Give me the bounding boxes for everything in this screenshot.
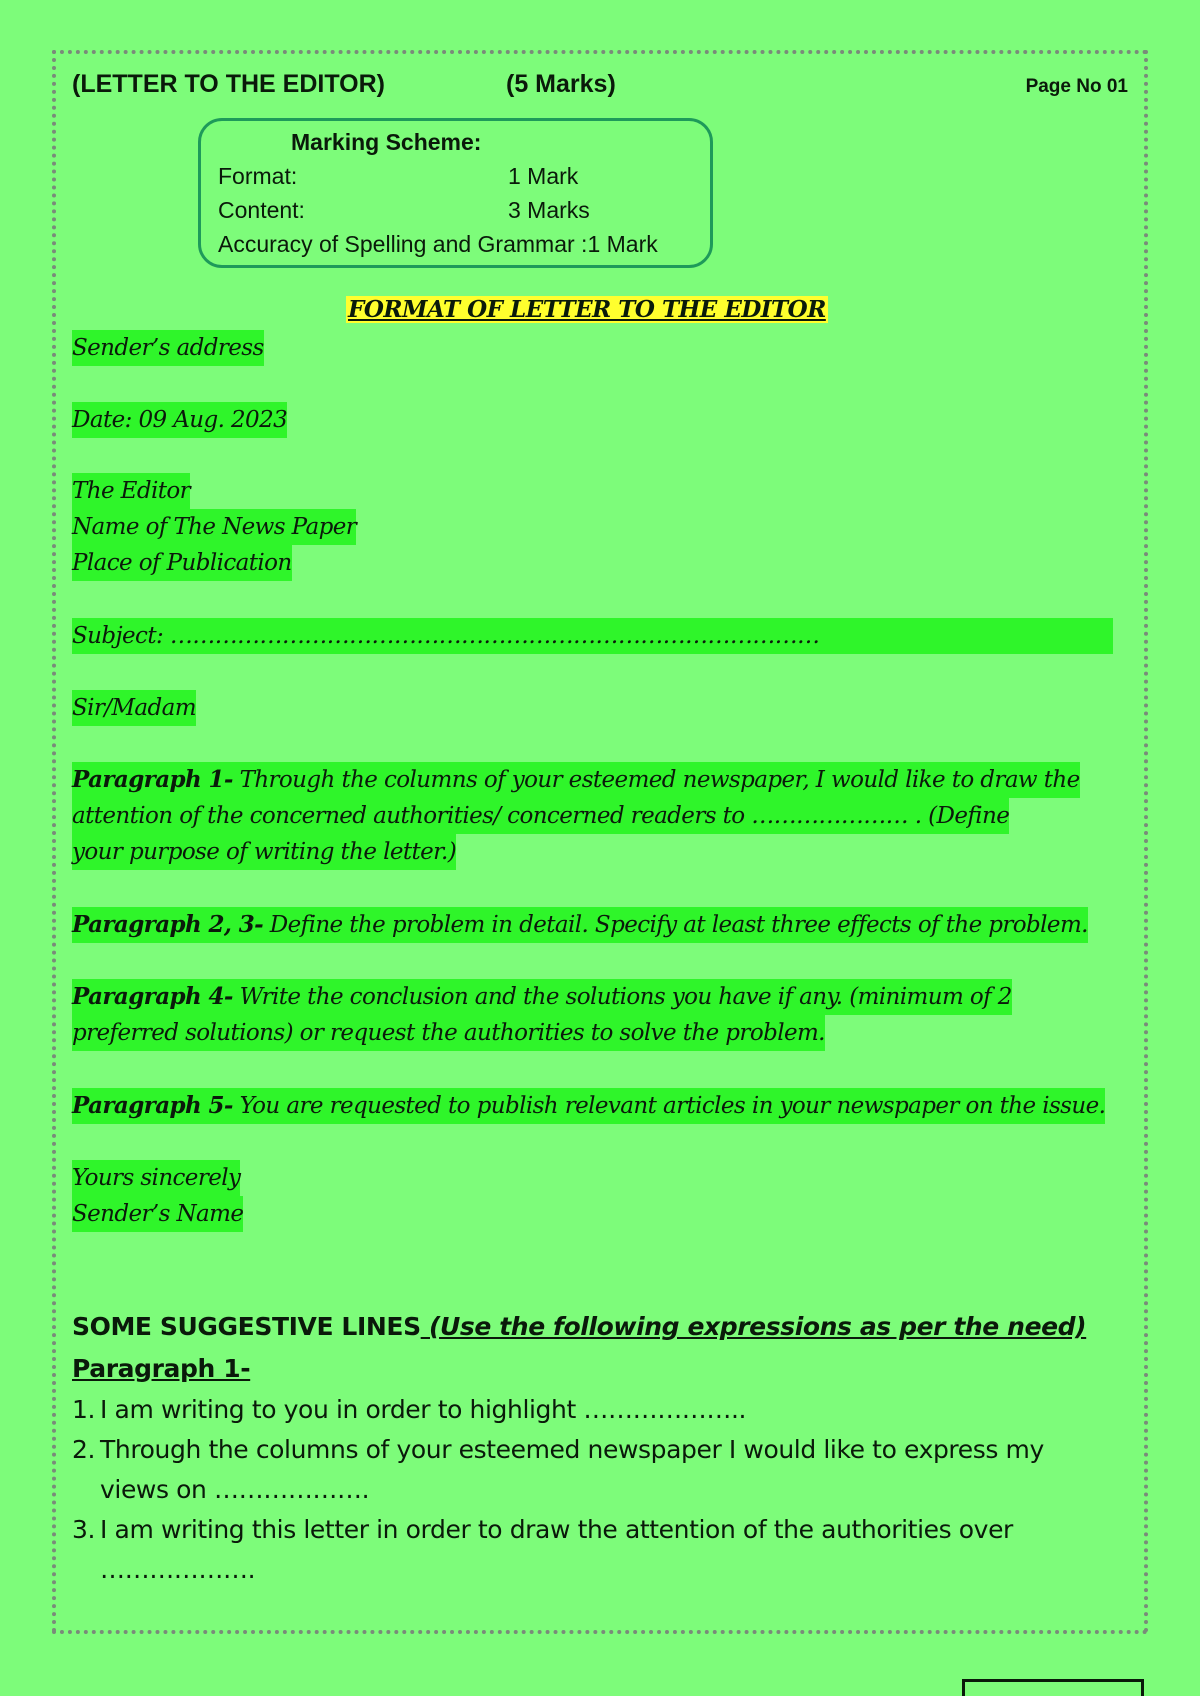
paragraph-text: Write the conclusion and the solutions you have if any. (minimum of 2 bbox=[232, 984, 1012, 1010]
paragraph-label: Paragraph 2, 3- bbox=[72, 911, 264, 938]
paragraph-1-line: attention of the concerned authorities/ concerned readers to ………………… . (Define bbox=[72, 798, 1009, 834]
scheme-value: 1 Mark bbox=[508, 163, 579, 189]
paragraph-1-line bbox=[72, 762, 1080, 798]
marks-label: (5 Marks) bbox=[506, 70, 616, 98]
sender-name: Sender’s Name bbox=[72, 1196, 243, 1232]
marking-scheme-title: Marking Scheme: bbox=[291, 129, 482, 155]
sender-address: Sender’s address bbox=[72, 330, 264, 366]
recipient-editor: The Editor bbox=[72, 473, 190, 509]
suggestions-note: (Use the following expressions as per the need) bbox=[420, 1312, 1087, 1341]
document-title: (LETTER TO THE EDITOR) bbox=[72, 70, 385, 98]
paragraph-label: Paragraph 1- bbox=[72, 766, 233, 793]
format-heading: FORMAT OF LETTER TO THE EDITOR bbox=[348, 296, 826, 323]
list-text-continued: ………………. bbox=[100, 1555, 256, 1584]
paragraph-4-line bbox=[72, 979, 1012, 1015]
paragraph-1-line: your purpose of writing the letter.) bbox=[72, 834, 456, 870]
scheme-value: 3 Marks bbox=[508, 197, 590, 223]
scheme-label: Format: bbox=[218, 163, 298, 189]
scheme-row-accuracy bbox=[218, 231, 658, 258]
list-number: 2. bbox=[72, 1435, 96, 1464]
suggestions-title: SOME SUGGESTIVE LINES bbox=[72, 1312, 421, 1341]
list-text: I am writing this letter in order to draw the attention of the authorities over bbox=[100, 1515, 1013, 1544]
list-text: Through the columns of your esteemed newspaper I would like to express my bbox=[100, 1435, 1044, 1464]
date-line: Date: 09 Aug. 2023 bbox=[72, 402, 287, 438]
suggestions-subheading: Paragraph 1- bbox=[72, 1354, 251, 1383]
scheme-label: Accuracy of Spelling and Grammar : bbox=[218, 231, 588, 257]
closing: Yours sincerely bbox=[72, 1160, 240, 1196]
list-number: 3. bbox=[72, 1515, 96, 1544]
salutation: Sir/Madam bbox=[72, 690, 196, 726]
paragraph-4-line: preferred solutions) or request the authorities to solve the problem. bbox=[72, 1015, 825, 1051]
subject-line: Subject: …………………………………………………………………………… bbox=[72, 618, 1113, 654]
paragraph-text: Through the columns of your esteemed newspaper, I would like to draw the bbox=[232, 767, 1080, 793]
marking-scheme-box bbox=[198, 118, 713, 268]
paragraph-2-3 bbox=[72, 907, 1088, 943]
list-text: I am writing to you in order to highlight ……………….. bbox=[100, 1395, 747, 1424]
paragraph-text: You are requested to publish relevant articles in your newspaper on the issue. bbox=[232, 1093, 1106, 1119]
scheme-label: Content: bbox=[218, 197, 305, 223]
recipient-place: Place of Publication bbox=[72, 545, 292, 581]
paragraph-5 bbox=[72, 1088, 1105, 1124]
list-text-continued: views on ………………. bbox=[100, 1475, 370, 1504]
recipient-newspaper: Name of The News Paper bbox=[72, 509, 356, 545]
footer-box bbox=[962, 1679, 1144, 1696]
paragraph-text: Define the problem in detail. Specify at least three effects of the problem. bbox=[263, 912, 1088, 938]
paragraph-label: Paragraph 4- bbox=[72, 983, 233, 1010]
suggestions-heading bbox=[72, 1312, 1086, 1341]
list-number: 1. bbox=[72, 1395, 96, 1424]
page-number: Page No 01 bbox=[1025, 76, 1128, 97]
paragraph-label: Paragraph 5- bbox=[72, 1092, 233, 1119]
scheme-value: 1 Mark bbox=[587, 231, 658, 257]
